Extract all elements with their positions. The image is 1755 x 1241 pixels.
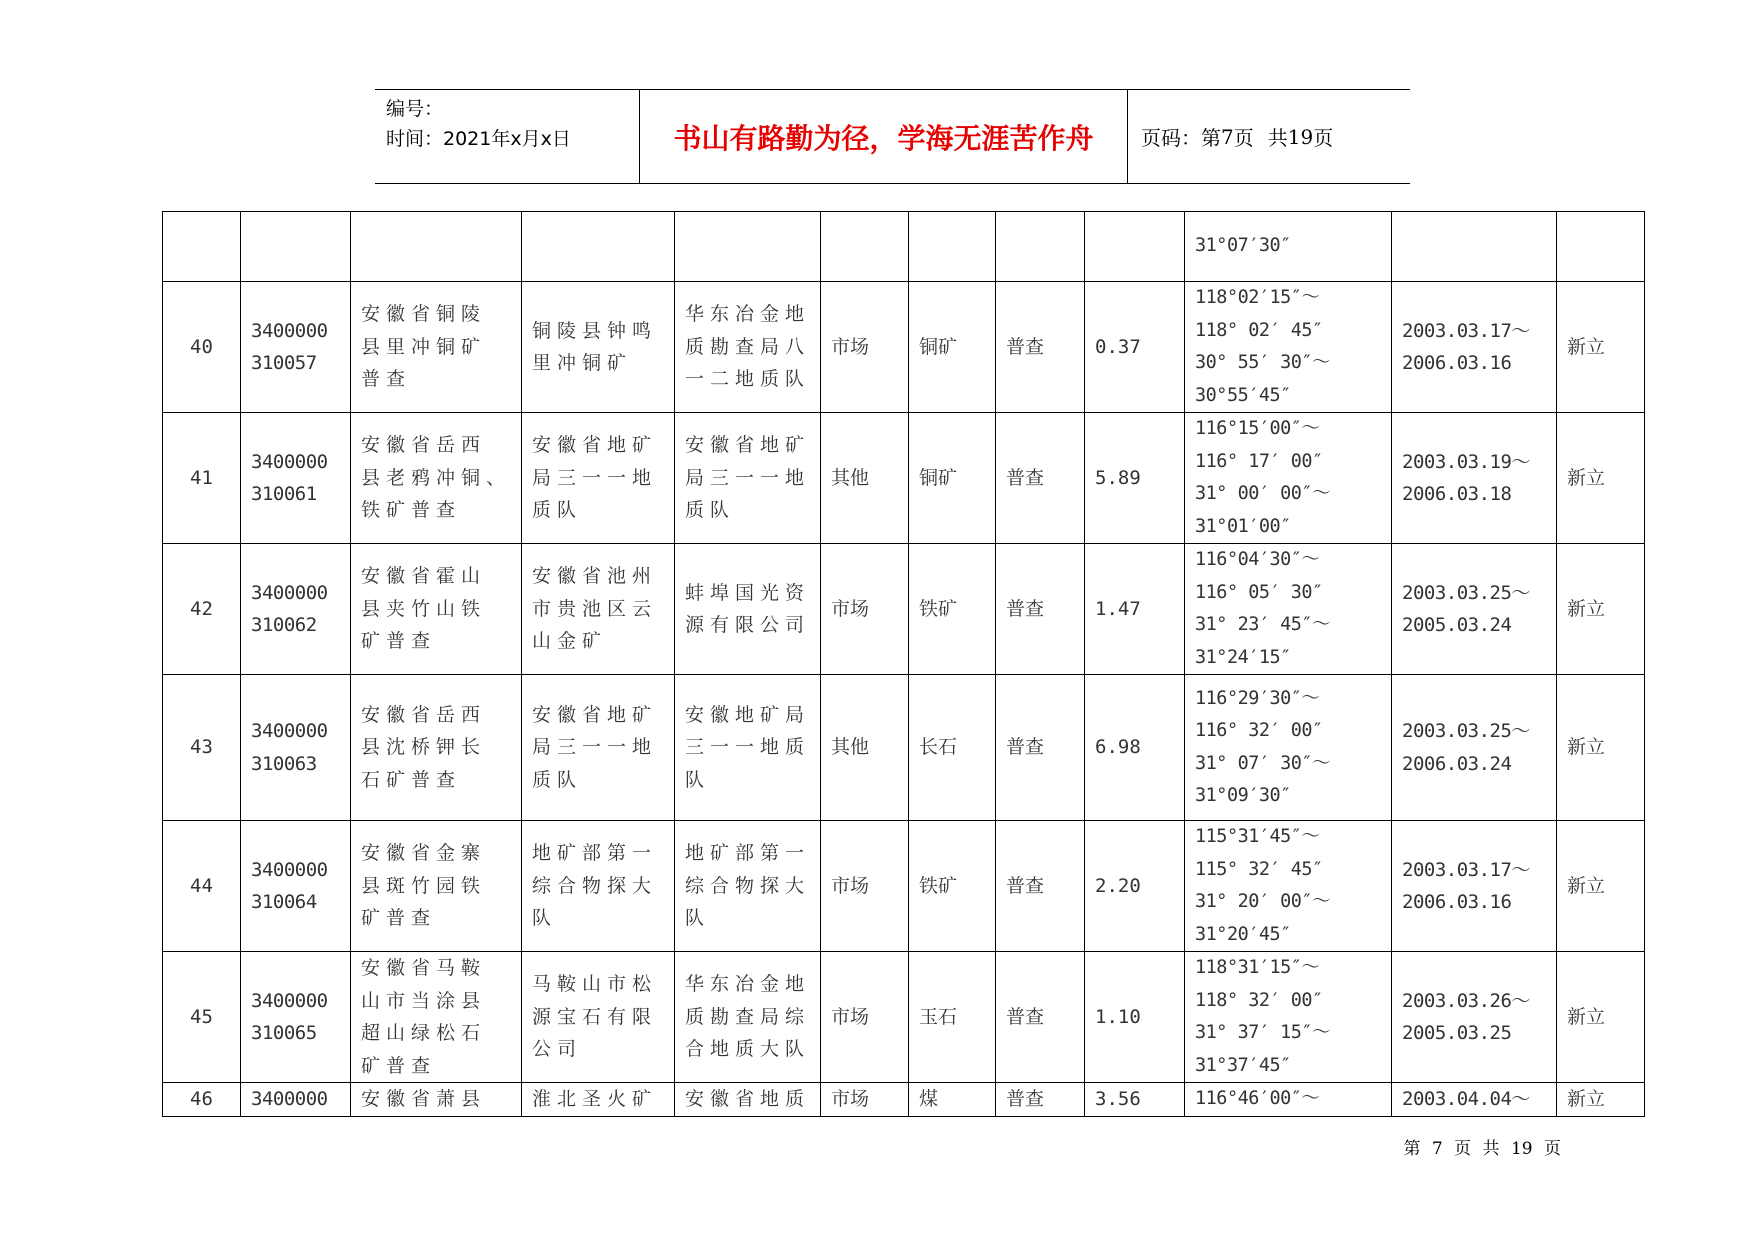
right-holder-cell <box>522 413 675 544</box>
right-holder-line: 安徽省地矿 <box>532 703 658 726</box>
page-footer: 第 7 页 共 19 页 <box>1403 1139 1561 1159</box>
coordinates-line: 116°46′00″～ <box>1195 1088 1320 1109</box>
exploration-unit-cell <box>675 821 821 952</box>
page-current: 7 <box>1221 124 1234 149</box>
right-holder-line: 山金矿 <box>532 630 608 653</box>
status-text-cell: 新立 <box>1557 413 1645 544</box>
coordinates-line: 31° 07′ 30″～ <box>1195 752 1331 774</box>
project-name-line: 矿普查 <box>361 907 437 930</box>
status-text-cell: 新立 <box>1557 952 1645 1083</box>
row-number-cell: 44 <box>163 821 241 952</box>
fund-source-cell: 市场 <box>821 282 909 413</box>
exploration-unit-line: 质勘查局综 <box>685 1005 811 1028</box>
project-name-line: 超山绿松石 <box>361 1022 487 1044</box>
license-code-line: 310064 <box>251 891 317 913</box>
row-number-cell <box>163 212 241 282</box>
page-suffix: 页 <box>1313 126 1334 150</box>
coordinates-line: 31°09′30″ <box>1195 785 1291 806</box>
validity-period-line: 2006.03.16 <box>1402 352 1512 374</box>
right-holder-line: 源宝石有限 <box>532 1005 658 1028</box>
project-name-line: 石矿普查 <box>361 768 462 791</box>
coordinates-cell <box>1185 1083 1392 1117</box>
fund-source-cell: 市场 <box>821 821 909 952</box>
exploration-unit-line: 安徽省地矿 <box>685 434 811 457</box>
exploration-unit-cell <box>675 1083 821 1117</box>
table-row <box>163 821 1645 952</box>
right-holder-line: 安徽省池州 <box>532 565 658 588</box>
right-holder-cell <box>522 1083 675 1117</box>
right-holder-line: 里冲铜矿 <box>532 352 633 374</box>
project-name-line: 安徽省马鞍 <box>361 957 487 979</box>
validity-period-cell <box>1392 544 1557 675</box>
validity-period-cell <box>1392 821 1557 952</box>
table-row <box>163 675 1645 821</box>
right-holder-line: 淮北圣火矿 <box>532 1088 658 1110</box>
license-code-line: 310065 <box>251 1022 317 1044</box>
page-prefix: 页码：第 <box>1141 126 1221 150</box>
coordinates-line: 31°24′15″ <box>1195 646 1291 668</box>
coordinates-line: 116° 05′ 30″ <box>1195 581 1323 603</box>
table-row <box>163 544 1645 675</box>
work-stage-cell: 普查 <box>996 282 1085 413</box>
mining-rights-table <box>162 211 1645 1117</box>
mineral-type-cell: 长石 <box>909 675 996 821</box>
status-text-cell: 新立 <box>1557 282 1645 413</box>
license-code-cell <box>241 952 351 1083</box>
license-code-cell <box>241 675 351 821</box>
exploration-unit-line: 安徽省地质 <box>685 1088 811 1110</box>
fund-source-cell: 市场 <box>821 952 909 1083</box>
coordinates-line: 116° 17′ 00″ <box>1195 450 1323 472</box>
coordinates-line: 30°55′45″ <box>1195 384 1291 406</box>
exploration-unit-line: 综合物探大 <box>685 874 811 897</box>
coordinates-line: 118°02′15″～ <box>1195 287 1320 308</box>
exploration-unit-line: 局三一一地 <box>685 466 811 489</box>
coordinates-line: 116°04′30″～ <box>1195 549 1320 570</box>
right-holder-line: 质队 <box>532 768 583 791</box>
coordinates-cell <box>1185 952 1392 1083</box>
coordinates-cell <box>1185 544 1392 675</box>
license-code-line: 3400000 <box>251 450 328 473</box>
exploration-unit-line: 地矿部第一 <box>685 842 811 865</box>
row-number-cell: 46 <box>163 1083 241 1117</box>
coordinates-line: 115° 32′ 45″ <box>1195 858 1323 880</box>
project-name-cell <box>351 282 522 413</box>
table-row <box>163 212 1645 282</box>
row-number-cell: 43 <box>163 675 241 821</box>
coordinates-line: 31° 23′ 45″～ <box>1195 614 1331 635</box>
coordinates-cell <box>1185 212 1392 282</box>
status-text-cell: 新立 <box>1557 1083 1645 1117</box>
license-code-line: 3400000 <box>251 319 328 342</box>
page-header <box>375 89 1410 184</box>
project-name-line: 矿普查 <box>361 630 437 653</box>
area-value-cell: 1.10 <box>1085 952 1185 1083</box>
validity-period-line: 2003.03.17～ <box>1402 858 1530 881</box>
license-code-cell <box>241 413 351 544</box>
exploration-unit-cell <box>675 282 821 413</box>
license-code-line: 3400000 <box>251 720 328 742</box>
project-name-line: 安徽省萧县 <box>361 1088 487 1110</box>
work-stage-cell: 普查 <box>996 952 1085 1083</box>
right-holder-cell <box>522 282 675 413</box>
right-holder-line: 局三一一地 <box>532 466 658 489</box>
coordinates-line: 31°37′45″ <box>1195 1054 1291 1076</box>
mineral-type-cell: 铁矿 <box>909 544 996 675</box>
mineral-type-cell: 铁矿 <box>909 821 996 952</box>
project-name-line: 安徽省岳西 <box>361 703 487 726</box>
table-row <box>163 952 1645 1083</box>
exploration-unit-line: 合地质大队 <box>685 1038 811 1061</box>
validity-period-line: 2005.03.25 <box>1402 1022 1512 1044</box>
right-holder-line: 公司 <box>532 1038 583 1061</box>
exploration-unit-line: 华东冶金地 <box>685 973 811 996</box>
validity-period-line: 2003.04.04～ <box>1402 1088 1530 1110</box>
validity-period-line: 2003.03.26～ <box>1402 989 1530 1012</box>
status-text-cell: 新立 <box>1557 821 1645 952</box>
fund-source-cell: 其他 <box>821 413 909 544</box>
right-holder-cell <box>522 821 675 952</box>
project-name-line: 县里冲铜矿 <box>361 335 487 358</box>
page-indicator <box>1128 90 1410 183</box>
coordinates-line: 118° 02′ 45″ <box>1195 319 1323 341</box>
page-total: 19 <box>1287 124 1314 149</box>
right-holder-cell <box>522 544 675 675</box>
exploration-unit-line: 华东冶金地 <box>685 303 811 326</box>
project-name-cell <box>351 413 522 544</box>
coordinates-line: 115°31′45″～ <box>1195 826 1320 847</box>
coordinates-line: 31° 37′ 15″～ <box>1195 1022 1331 1043</box>
license-code-line: 3400000 <box>251 989 328 1012</box>
license-code-cell <box>241 212 351 282</box>
validity-period-cell <box>1392 413 1557 544</box>
work-stage-cell: 普查 <box>996 1083 1085 1117</box>
time-label: 时间：2021年x月x日 <box>386 128 571 150</box>
work-stage-cell: 普查 <box>996 821 1085 952</box>
coordinates-cell <box>1185 282 1392 413</box>
validity-period-line: 2003.03.19～ <box>1402 450 1530 473</box>
right-holder-line: 铜陵县钟鸣 <box>532 319 658 342</box>
serial-label: 编号： <box>386 98 444 120</box>
license-code-line: 3400000 <box>251 858 328 881</box>
license-code-cell <box>241 282 351 413</box>
license-code-cell <box>241 821 351 952</box>
exploration-unit-line: 队 <box>685 907 711 930</box>
project-name-line: 铁矿普查 <box>361 499 462 522</box>
right-holder-cell <box>522 212 675 282</box>
motto: 书山有路勤为径，学海无涯苦作舟 <box>639 90 1128 183</box>
coordinates-cell <box>1185 675 1392 821</box>
fund-source-cell: 市场 <box>821 544 909 675</box>
validity-period-cell <box>1392 282 1557 413</box>
table-row <box>163 282 1645 413</box>
status-text-cell <box>1557 212 1645 282</box>
coordinates-line: 31°07′30″ <box>1195 235 1291 257</box>
table-row <box>163 413 1645 544</box>
fund-source-cell: 其他 <box>821 675 909 821</box>
right-holder-line: 综合物探大 <box>532 874 658 897</box>
project-name-line: 安徽省霍山 <box>361 565 487 588</box>
coordinates-line: 118° 32′ 00″ <box>1195 989 1323 1011</box>
coordinates-line: 31° 00′ 00″～ <box>1195 483 1331 504</box>
right-holder-line: 安徽省地矿 <box>532 434 658 457</box>
area-value-cell: 2.20 <box>1085 821 1185 952</box>
coordinates-line: 31°01′00″ <box>1195 515 1291 537</box>
exploration-unit-line: 源有限公司 <box>685 614 811 636</box>
coordinates-line: 118°31′15″～ <box>1195 957 1320 978</box>
exploration-unit-line: 安徽地矿局 <box>685 703 811 726</box>
validity-period-line: 2003.03.17～ <box>1402 319 1530 342</box>
license-code-line: 3400000 <box>251 581 328 604</box>
coordinates-line: 31° 20′ 00″～ <box>1195 891 1331 912</box>
project-name-line: 县夹竹山铁 <box>361 597 487 620</box>
coordinates-line: 30° 55′ 30″～ <box>1195 352 1331 373</box>
mineral-type-cell <box>909 212 996 282</box>
area-value-cell: 0.37 <box>1085 282 1185 413</box>
work-stage-cell: 普查 <box>996 413 1085 544</box>
work-stage-cell <box>996 212 1085 282</box>
exploration-unit-line: 三一一地质 <box>685 736 811 759</box>
coordinates-line: 116° 32′ 00″ <box>1195 720 1323 741</box>
right-holder-line: 质队 <box>532 499 583 522</box>
license-code-line: 310063 <box>251 752 317 775</box>
project-name-line: 安徽省金寨 <box>361 842 487 865</box>
validity-period-cell <box>1392 1083 1557 1117</box>
validity-period-line: 2003.03.25～ <box>1402 581 1530 604</box>
exploration-unit-cell <box>675 675 821 821</box>
license-code-line: 3400000 <box>251 1088 328 1110</box>
project-name-cell <box>351 1083 522 1117</box>
coordinates-cell <box>1185 413 1392 544</box>
exploration-unit-line: 蚌埠国光资 <box>685 581 811 604</box>
area-value-cell: 5.89 <box>1085 413 1185 544</box>
validity-period-cell <box>1392 952 1557 1083</box>
fund-source-cell: 市场 <box>821 1083 909 1117</box>
page-mid: 页 <box>1233 126 1254 150</box>
mineral-type-cell: 煤 <box>909 1083 996 1117</box>
project-name-cell <box>351 544 522 675</box>
page-total-prefix: 共 <box>1267 126 1288 150</box>
mineral-type-cell: 铜矿 <box>909 413 996 544</box>
exploration-unit-cell <box>675 952 821 1083</box>
license-code-cell <box>241 1083 351 1117</box>
project-name-line: 山市当涂县 <box>361 989 487 1012</box>
project-name-cell <box>351 952 522 1083</box>
project-name-line: 普查 <box>361 368 412 391</box>
mineral-type-cell: 铜矿 <box>909 282 996 413</box>
license-code-line: 310057 <box>251 352 317 374</box>
right-holder-cell <box>522 675 675 821</box>
project-name-cell <box>351 821 522 952</box>
right-holder-line: 地矿部第一 <box>532 842 658 865</box>
validity-period-line: 2006.03.16 <box>1402 891 1512 913</box>
coordinates-line: 31°20′45″ <box>1195 923 1291 945</box>
project-name-line: 安徽省铜陵 <box>361 303 487 326</box>
right-holder-line: 局三一一地 <box>532 736 658 759</box>
status-text-cell: 新立 <box>1557 675 1645 821</box>
area-value-cell: 1.47 <box>1085 544 1185 675</box>
validity-period-line: 2005.03.24 <box>1402 614 1512 636</box>
right-holder-line: 队 <box>532 907 558 930</box>
exploration-unit-cell <box>675 212 821 282</box>
row-number-cell: 45 <box>163 952 241 1083</box>
exploration-unit-cell <box>675 413 821 544</box>
validity-period-line: 2006.03.24 <box>1402 752 1512 775</box>
mineral-type-cell: 玉石 <box>909 952 996 1083</box>
coordinates-line: 116°29′30″～ <box>1195 687 1320 709</box>
license-code-cell <box>241 544 351 675</box>
license-code-line: 310061 <box>251 483 317 505</box>
exploration-unit-line: 质勘查局八 <box>685 335 811 358</box>
validity-period-line: 2006.03.18 <box>1402 483 1512 505</box>
project-name-line: 县沈桥钾长 <box>361 736 487 759</box>
exploration-unit-cell <box>675 544 821 675</box>
right-holder-cell <box>522 952 675 1083</box>
exploration-unit-line: 队 <box>685 768 711 791</box>
project-name-line: 矿普查 <box>361 1054 437 1077</box>
fund-source-cell <box>821 212 909 282</box>
project-name-cell <box>351 675 522 821</box>
status-text-cell: 新立 <box>1557 544 1645 675</box>
coordinates-cell <box>1185 821 1392 952</box>
row-number-cell: 40 <box>163 282 241 413</box>
table-row <box>163 1083 1645 1117</box>
validity-period-line: 2003.03.25～ <box>1402 720 1530 742</box>
validity-period-cell <box>1392 212 1557 282</box>
coordinates-line: 116°15′00″～ <box>1195 418 1320 439</box>
work-stage-cell: 普查 <box>996 675 1085 821</box>
exploration-unit-line: 一二地质队 <box>685 368 811 391</box>
header-meta <box>375 90 639 183</box>
area-value-cell <box>1085 212 1185 282</box>
right-holder-line: 马鞍山市松 <box>532 973 658 996</box>
area-value-cell: 6.98 <box>1085 675 1185 821</box>
exploration-unit-line: 质队 <box>685 499 736 522</box>
area-value-cell: 3.56 <box>1085 1083 1185 1117</box>
row-number-cell: 42 <box>163 544 241 675</box>
right-holder-line: 市贵池区云 <box>532 597 658 620</box>
work-stage-cell: 普查 <box>996 544 1085 675</box>
project-name-line: 县斑竹园铁 <box>361 874 487 897</box>
license-code-line: 310062 <box>251 614 317 636</box>
project-name-line: 县老鸦冲铜、 <box>361 466 512 489</box>
project-name-line: 安徽省岳西 <box>361 434 487 457</box>
row-number-cell: 41 <box>163 413 241 544</box>
project-name-cell <box>351 212 522 282</box>
validity-period-cell <box>1392 675 1557 821</box>
